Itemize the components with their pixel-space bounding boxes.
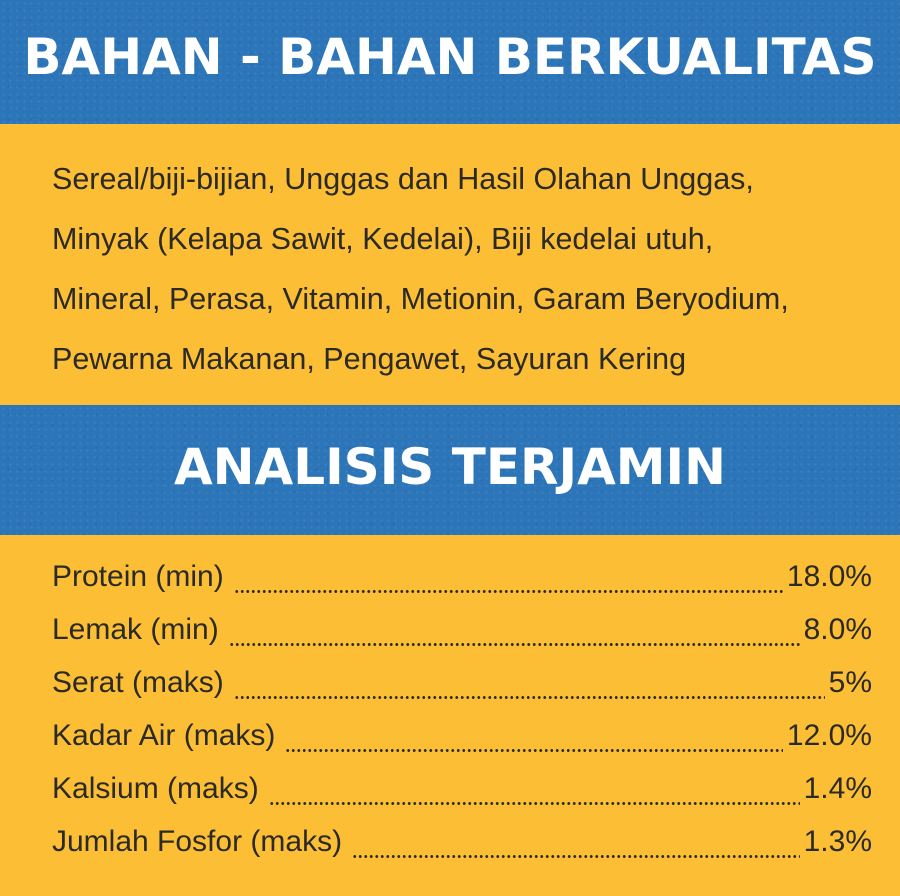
- dot-leader: [234, 569, 783, 599]
- nutrient-label: Kalsium (maks): [52, 772, 259, 805]
- nutrient-value: 1.3%: [803, 825, 872, 858]
- nutrient-label: Kadar Air (maks): [52, 719, 276, 752]
- analysis-title: ANALISIS TERJAMIN: [173, 438, 726, 496]
- nutrient-label: Jumlah Fosfor (maks): [52, 825, 343, 858]
- nutrient-value: 18.0%: [786, 560, 872, 593]
- nutrient-value: 8.0%: [803, 613, 872, 646]
- nutrient-label: Lemak (min): [52, 613, 219, 646]
- analysis-table: [52, 550, 872, 868]
- nutrient-label: Protein (min): [52, 560, 224, 593]
- analysis-row-fat: [52, 603, 872, 656]
- analysis-row-moisture: [52, 709, 872, 762]
- dot-leader: [285, 728, 783, 758]
- ingredients-line: Sereal/biji-bijian, Unggas dan Hasil Olahan Unggas,: [52, 162, 754, 196]
- nutrient-value: 5%: [828, 666, 872, 699]
- analysis-row-phosphorus: [52, 815, 872, 868]
- ingredients-line: Pewarna Makanan, Pengawet, Sayuran Kering: [52, 342, 687, 376]
- dot-leader: [352, 834, 800, 864]
- ingredients-line: Mineral, Perasa, Vitamin, Metionin, Garam Beryodium,: [52, 282, 789, 316]
- nutrient-value: 12.0%: [786, 719, 872, 752]
- nutrient-label: Serat (maks): [52, 666, 224, 699]
- analysis-row-fiber: [52, 656, 872, 709]
- ingredients-banner: [0, 0, 900, 124]
- analysis-row-protein: [52, 550, 872, 603]
- dot-leader: [234, 675, 825, 705]
- dot-leader: [269, 781, 800, 811]
- analysis-row-calcium: [52, 762, 872, 815]
- analysis-banner: [0, 405, 900, 535]
- ingredients-title: BAHAN - BAHAN BERKUALITAS: [23, 28, 877, 86]
- ingredients-list: [52, 150, 882, 390]
- ingredients-line: Minyak (Kelapa Sawit, Kedelai), Biji kedelai utuh,: [52, 222, 714, 256]
- nutrient-value: 1.4%: [803, 772, 872, 805]
- dot-leader: [229, 622, 800, 652]
